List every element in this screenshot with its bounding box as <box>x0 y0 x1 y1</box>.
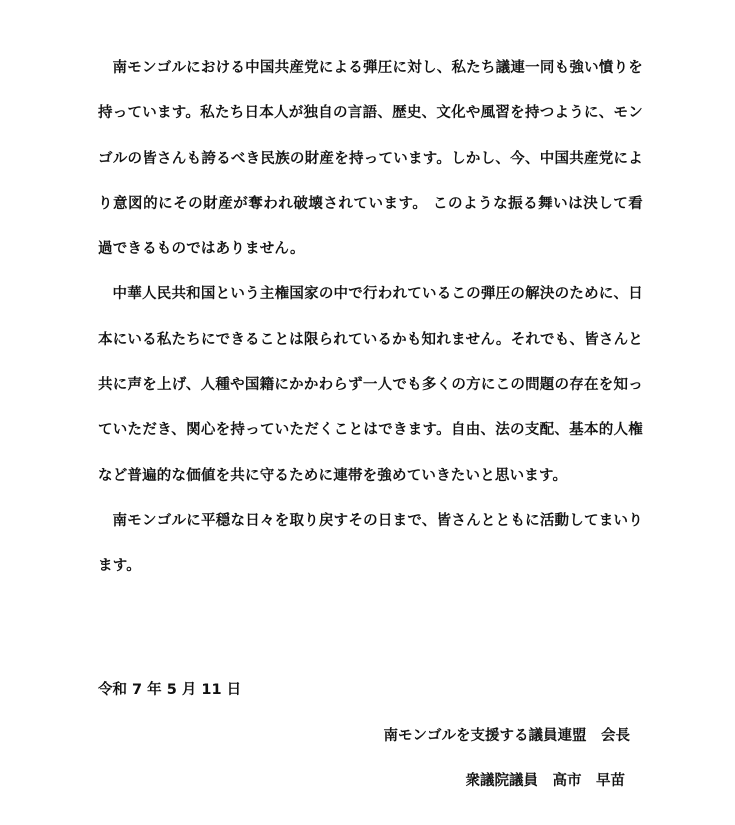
signature-name: 衆議院議員 高市 早苗 <box>465 773 625 789</box>
paragraph-3: 南モンゴルに平穏な日々を取り戻すその日まで、皆さんとともに活動してまいります。 <box>98 512 643 575</box>
letter-date: 令和 7 年 5 月 11 日 <box>98 682 242 698</box>
paragraph-2: 中華人民共和国という主権国家の中で行われているこの弾圧の解決のために、日本にいる私たちにできることは限られているかも知れません。それでも、皆さんと共に声を上げ、人種や国籍にかかわらず一人でも多くの方にこの問題の存在を知っていただき、関心を持っていただくことはできます。自由、法の支配、基本的人権など普遍的な価値を共に守るために連帯を強めていきたいと思います。 <box>98 286 643 484</box>
paragraph-1: 南モンゴルにおける中国共産党による弾圧に対し、私たち議連一同も強い憤りを持っています。私たち日本人が独自の言語、歴史、文化や風習を持つように、モンゴルの皆さんも誇るべき民族の財産を持っています。しかし、今、中国共産党により意図的にその財産が奪われ破壊されています。 このような振る舞いは決して看過できるものではありません。 <box>98 60 643 258</box>
signature-organization: 南モンゴルを支援する議員連盟 会長 <box>383 728 630 744</box>
letter-body <box>98 46 643 590</box>
